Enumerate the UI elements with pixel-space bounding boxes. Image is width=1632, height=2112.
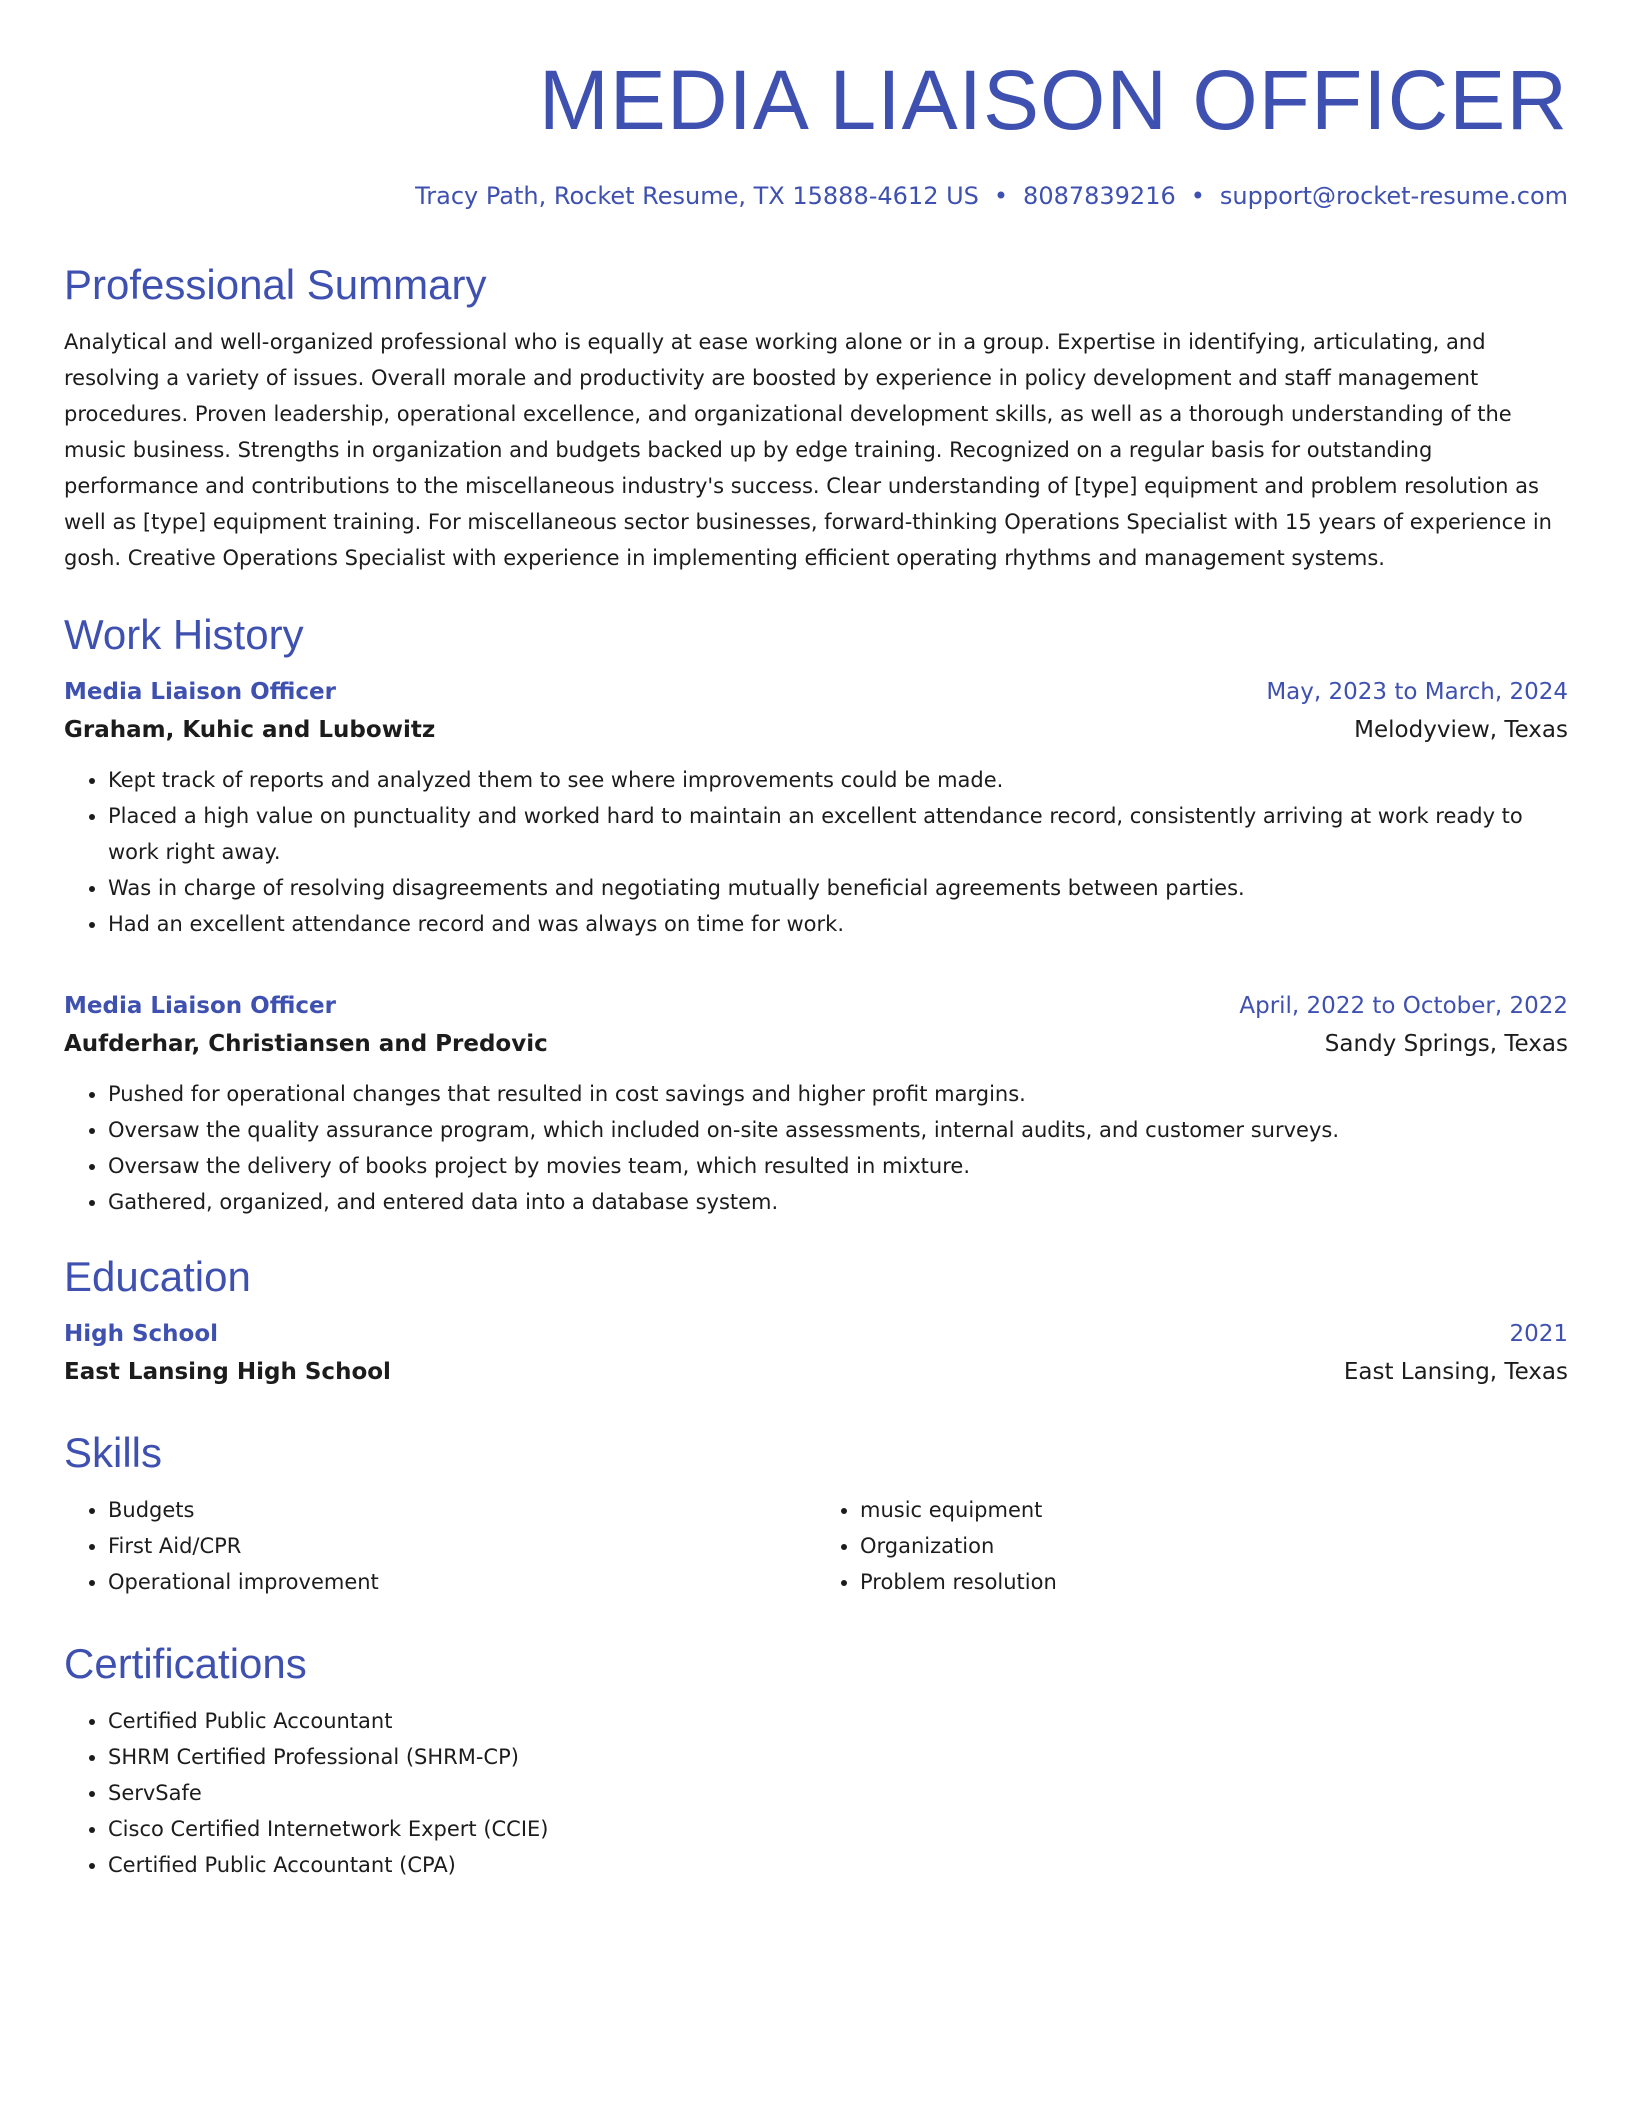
certification-item: • Cisco Certified Internetwork Expert (CCIE) (108, 1811, 1568, 1847)
job-company: Aufderhar, Christiansen and Predovic (64, 1031, 548, 1057)
education-header-row (64, 1316, 1568, 1352)
skills-column-left (64, 1492, 816, 1600)
certification-item: • SHRM Certified Professional (SHRM-CP) (108, 1739, 1568, 1775)
certification-item: • Certified Public Accountant (108, 1703, 1568, 1739)
job-dates: May, 2023 to March, 2024 (1266, 679, 1568, 705)
skill-item: • Organization (860, 1528, 1568, 1564)
certifications-section (64, 1637, 1568, 1883)
contact-line (64, 180, 1568, 212)
contact-separator: • (1190, 182, 1205, 210)
job-location: Sandy Springs, Texas (1324, 1031, 1568, 1057)
skills-column-right (816, 1492, 1568, 1600)
job-bullet: • Was in charge of resolving disagreements and negotiating mutually beneficial agreements between parties. (108, 870, 1568, 906)
skill-item: • First Aid/CPR (108, 1528, 816, 1564)
job-header-row (64, 988, 1568, 1024)
job-company: Graham, Kuhic and Lubowitz (64, 717, 436, 743)
contact-phone: 8087839216 (1023, 182, 1176, 210)
job-location: Melodyview, Texas (1354, 717, 1568, 743)
resume-title: MEDIA LIAISON OFFICER (538, 53, 1568, 147)
job-bullet: • Gathered, organized, and entered data into a database system. (108, 1184, 1568, 1220)
work-history-section (64, 608, 1568, 942)
certification-item: • ServSafe (108, 1775, 1568, 1811)
skill-item: • Operational improvement (108, 1564, 816, 1600)
job-bullet: • Kept track of reports and analyzed them to see where improvements could be made. (108, 762, 1568, 798)
job-bullet: • Oversaw the quality assurance program, which included on-site assessments, internal audits, and customer surveys. (108, 1112, 1568, 1148)
education-school: East Lansing High School (64, 1359, 391, 1385)
summary-section (64, 258, 1568, 576)
certification-item: • Certified Public Accountant (CPA) (108, 1847, 1568, 1883)
job-company-row (64, 1024, 1568, 1064)
contact-separator: • (993, 182, 1009, 210)
job-title: Media Liaison Officer (64, 993, 336, 1019)
job-entry (64, 674, 1568, 942)
skill-item: • Problem resolution (860, 1564, 1568, 1600)
skill-item: • Budgets (108, 1492, 816, 1528)
skills-grid (64, 1492, 1568, 1600)
job-company-row (64, 710, 1568, 750)
job-bullets (64, 1076, 1568, 1220)
education-school-row (64, 1352, 1568, 1392)
skill-item: • music equipment (860, 1492, 1568, 1528)
job-dates: April, 2022 to October, 2022 (1239, 993, 1568, 1019)
job-title: Media Liaison Officer (64, 679, 336, 705)
education-degree: High School (64, 1321, 219, 1347)
skills-heading: Skills (64, 1429, 163, 1476)
contact-address: Tracy Path, Rocket Resume, TX 15888-4612 US (415, 182, 979, 210)
contact-email: support@rocket-resume.com (1219, 182, 1568, 210)
job-header-row (64, 674, 1568, 710)
job-bullet: • Pushed for operational changes that resulted in cost savings and higher profit margins. (108, 1076, 1568, 1112)
skills-section (64, 1426, 1568, 1600)
job-entry (64, 988, 1568, 1220)
job-bullets (64, 762, 1568, 942)
job-bullet: • Had an excellent attendance record and was always on time for work. (108, 906, 1568, 942)
education-location: East Lansing, Texas (1343, 1359, 1568, 1385)
education-heading: Education (64, 1253, 251, 1300)
education-year: 2021 (1509, 1321, 1568, 1347)
summary-heading: Professional Summary (64, 261, 487, 308)
job-bullet: • Oversaw the delivery of books project by movies team, which resulted in mixture. (108, 1148, 1568, 1184)
summary-text: Analytical and well-organized professional who is equally at ease working alone or in a group. Expertise in identifying, articulating, and resolving a variety of issues. Overall morale and productivity are boosted by experience in policy development and staff management procedures. Proven leadership, operational excellence, and organizational development skills, as well as a thorough understanding of the music business. Strengths in organization and budgets backed up by edge training. Recognized on a regular basis for outstanding performance and contributions to the miscellaneous industry's success. Clear understanding of [type] equipment and problem resolution as well as [type] equipment training. For miscellaneous sector businesses, forward-thinking Operations Specialist with 15 years of experience in gosh. Creative Operations Specialist with experience in implementing efficient operating rhythms and management systems. (64, 330, 1552, 570)
education-entry (64, 1316, 1568, 1392)
education-section (64, 1250, 1568, 1392)
job-bullet: • Placed a high value on punctuality and worked hard to maintain an excellent attendance record, consistently arriving at work ready to work right away. (108, 798, 1568, 870)
certifications-heading: Certifications (64, 1640, 307, 1687)
certifications-list (64, 1703, 1568, 1883)
work-history-heading: Work History (64, 611, 304, 658)
